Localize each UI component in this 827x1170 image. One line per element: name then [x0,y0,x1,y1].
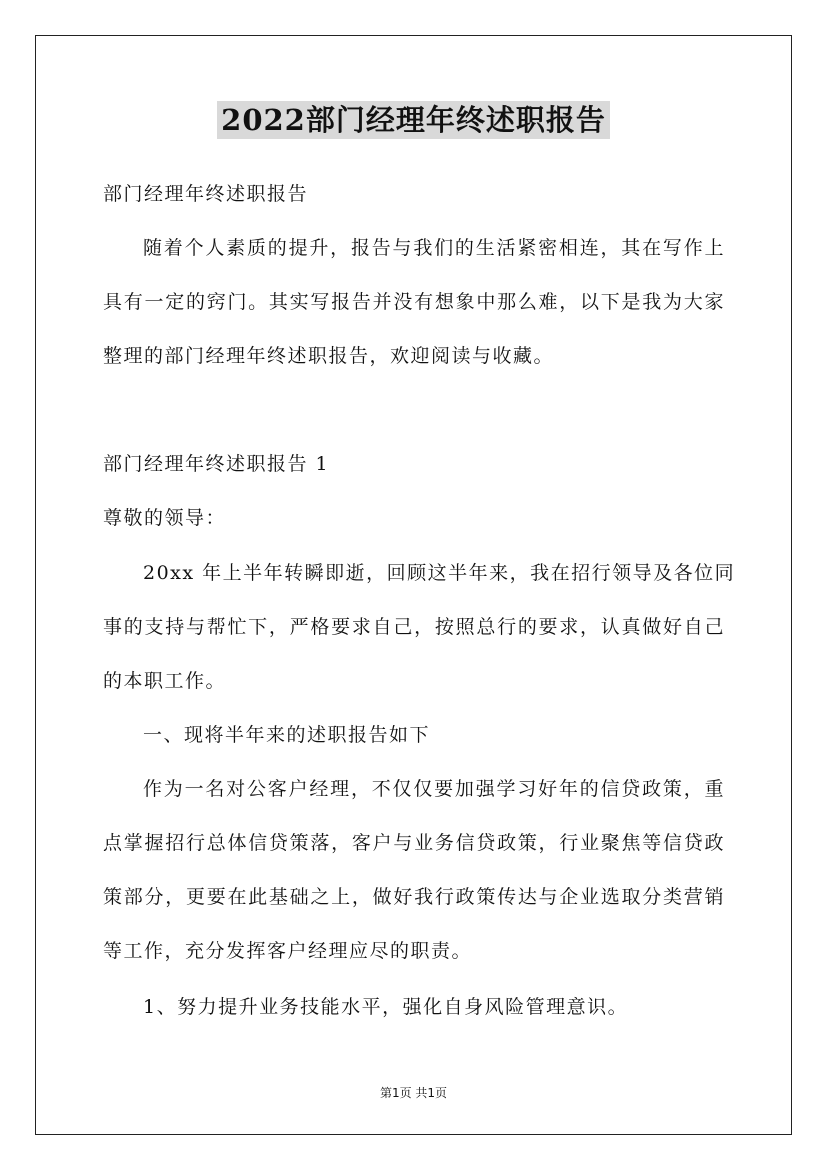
para2-line-3: 策部分，更要在此基础之上，做好我行政策传达与企业选取分类营销 [103,886,725,908]
para2-line-1: 作为一名对公客户经理，不仅仅要加强学习好年的信贷政策，重 [143,778,725,800]
section-heading: 部门经理年终述职报告 1 [103,453,330,475]
para1-line-2: 事的支持与帮忙下，严格要求自己，按照总行的要求，认真做好自己 [103,616,725,638]
document-title-wrap [0,100,827,140]
point-heading: 一、现将半年来的述职报告如下 [143,724,431,746]
intro-line-1: 随着个人素质的提升，报告与我们的生活紧密相连，其在写作上 [143,237,725,259]
salutation: 尊敬的领导： [103,507,227,529]
para2-line-4: 等工作，充分发挥客户经理应尽的职责。 [103,940,473,962]
document-subtitle: 部门经理年终述职报告 [103,183,309,205]
item-1: 1、努力提升业务技能水平，强化自身风险管理意识。 [143,996,629,1018]
intro-line-2: 具有一定的窍门。其实写报告并没有想象中那么难，以下是我为大家 [103,291,725,313]
page-footer: 第1页 共1页 [379,1086,448,1100]
para1-line-1: 20xx 年上半年转瞬即逝，回顾这半年来，我在招行领导及各位同 [143,562,736,584]
para2-line-2: 点掌握招行总体信贷策落，客户与业务信贷政策，行业聚焦等信贷政 [103,832,725,854]
para1-line-3: 的本职工作。 [103,670,227,692]
document-title: 2022部门经理年终述职报告 [217,101,610,139]
intro-line-3: 整理的部门经理年终述职报告，欢迎阅读与收藏。 [103,345,555,367]
